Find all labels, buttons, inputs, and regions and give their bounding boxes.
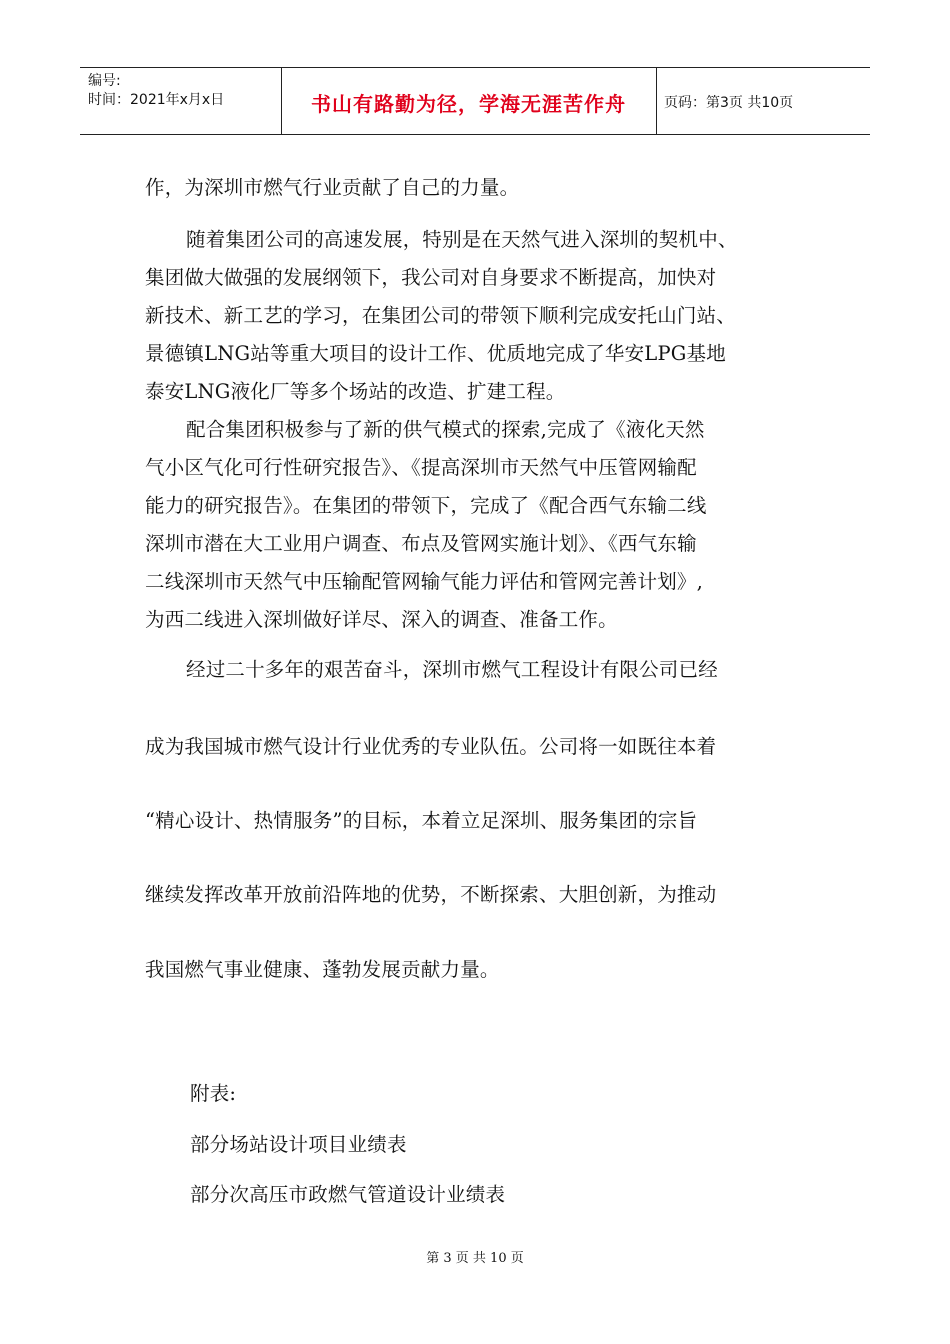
- header-page-info: 页码：第3页 共10页: [664, 95, 794, 111]
- appendix-title: 附表:: [190, 1082, 237, 1105]
- body-line: 气小区气化可行性研究报告》、《提高深圳市天然气中压管网输配: [145, 456, 697, 479]
- body-line: 为西二线进入深圳做好详尽、深入的调查、准备工作。: [145, 608, 618, 631]
- document-time-label: 时间：2021年x月x日: [88, 92, 225, 108]
- body-line: 深圳市潜在大工业用户调查、布点及管网实施计划》、《西气东输: [145, 532, 697, 555]
- body-line: 经过二十多年的艰苦奋斗，深圳市燃气工程设计有限公司已经: [186, 658, 718, 681]
- page-footer: 第 3 页 共 10 页: [426, 1251, 524, 1266]
- body-line: 配合集团积极参与了新的供气模式的探索,完成了《液化天然: [186, 418, 705, 441]
- appendix-item: 部分场站设计项目业绩表: [190, 1133, 407, 1156]
- body-line: 能力的研究报告》。在集团的带领下，完成了《配合西气东输二线: [145, 494, 707, 517]
- body-line: 景德镇LNG站等重大项目的设计工作、优质地完成了华安LPG基地: [145, 342, 726, 365]
- document-number-label: 编号:: [88, 73, 121, 89]
- header-meta: [88, 72, 224, 110]
- body-line: 二线深圳市天然气中压输配管网输气能力评估和管网完善计划》,: [145, 570, 703, 593]
- body-line: 我国燃气事业健康、蓬勃发展贡献力量。: [145, 958, 500, 981]
- body-line: 作，为深圳市燃气行业贡献了自己的力量。: [145, 176, 520, 199]
- page-header: [80, 67, 870, 135]
- body-line: 继续发挥改革开放前沿阵地的优势，不断探索、大胆创新，为推动: [145, 883, 717, 906]
- appendix-item: 部分次高压市政燃气管道设计业绩表: [190, 1183, 506, 1206]
- body-line: “精心设计、热情服务”的目标，本着立足深圳、服务集团的宗旨: [145, 809, 698, 832]
- header-divider: [656, 68, 657, 134]
- body-line: 泰安LNG液化厂等多个场站的改造、扩建工程。: [145, 380, 566, 403]
- body-line: 成为我国城市燃气设计行业优秀的专业队伍。公司将一如既往本着: [145, 735, 717, 758]
- body-line: 新技术、新工艺的学习，在集团公司的带领下顺利完成安托山门站、: [145, 304, 737, 327]
- body-line: 集团做大做强的发展纲领下，我公司对自身要求不断提高，加快对: [145, 266, 717, 289]
- body-line: 随着集团公司的高速发展，特别是在天然气进入深圳的契机中、: [186, 228, 738, 251]
- header-motto: 书山有路勤为径，学海无涯苦作舟: [311, 91, 626, 116]
